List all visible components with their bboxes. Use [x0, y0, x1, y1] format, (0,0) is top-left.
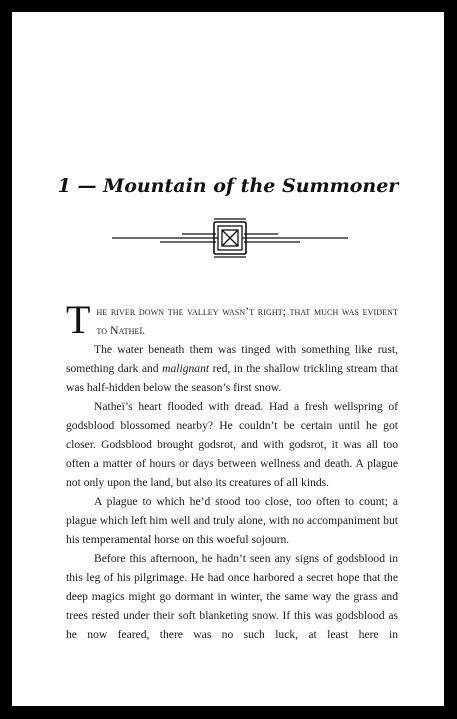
opening-paragraph: [66, 297, 398, 342]
paragraph-text: The water beneath them was tinged with something like rust, something dark and: [66, 343, 398, 375]
paragraph-text: red, in the shallow trickling stream that was half-hidden below the season’s first snow.: [66, 362, 399, 394]
paragraph: A plague to which he’d stood too close, too often to count; a plague which left him well and truly alone, with no accompaniment but his temperamental horse on this woeful sojourn.: [66, 495, 398, 546]
opening-smallcaps: he river down the valley wasn’t right; that much was evident to Natheï.: [96, 305, 398, 337]
chapter-title: [12, 175, 444, 197]
chapter-body: [66, 297, 399, 644]
paragraph: [66, 340, 398, 397]
chapter-ornament-icon: [110, 217, 350, 261]
chapter-separator: —: [77, 175, 97, 197]
paragraph: Before this afternoon, he hadn’t seen any signs of godsblood in this leg of his pilgrimage. He had once harbored a secret hope that the deep magics might go dormant in winter, the same way the grass and trees rested under their soft blanketing snow. If this was godsblood as he now feared, there was no such luck, at least here in: [66, 552, 398, 641]
emphasis-word: malignant: [162, 362, 210, 375]
paragraph: Natheï’s heart flooded with dread. Had a fresh wellspring of godsblood blossomed nearby? He couldn’t be certain until he got closer. Godsblood brought godsrot, and with godsrot, it was all too often a matter of hours or days between wellness and death. A plague not only upon the land, but also its creatures of all kinds.: [66, 400, 398, 489]
chapter-number: 1: [57, 175, 71, 197]
book-page: [12, 12, 444, 706]
chapter-name: Mountain of the Summoner: [103, 175, 399, 197]
drop-cap: T: [66, 297, 91, 342]
